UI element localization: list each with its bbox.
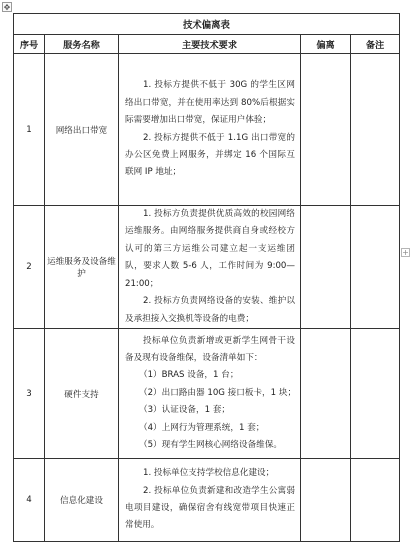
list-item: （1）BRAS 设备，1 台； (139, 370, 239, 381)
header-requirement: 主要技术要求 (119, 35, 301, 54)
add-column-handle-icon[interactable]: + (402, 248, 409, 257)
requirement-paragraph: 1. 投标方提供不低于 30G 的学生区网络出口带宽，并在使用率达到 80%后根据实际需要增加出口带宽，保证用户体验； (125, 80, 295, 126)
service-name: 硬件支持 (45, 329, 119, 459)
table-row (14, 329, 400, 459)
list-item: （3）认证设备，1 套； (139, 405, 231, 416)
list-item: （2）出口路由器 10G 接口板卡，1 块； (139, 387, 297, 398)
row-number: 4 (14, 459, 45, 542)
remark-cell[interactable] (351, 329, 400, 459)
deviation-cell[interactable] (301, 206, 351, 329)
row-number: 1 (14, 54, 45, 206)
deviation-cell[interactable] (301, 329, 351, 459)
table-row (14, 54, 400, 206)
deviation-cell[interactable] (301, 54, 351, 206)
requirement-paragraph: 投标单位负责新增或更新学生网骨干设备及现有设备维保，设备清单如下： (125, 335, 295, 363)
header-deviation: 偏离 (301, 35, 351, 54)
header-row (14, 35, 400, 54)
remark-cell[interactable] (351, 206, 400, 329)
table-title: 技术偏离表 (14, 14, 400, 35)
service-name: 运维服务及设备维护 (45, 206, 119, 329)
table-row (14, 459, 400, 542)
row-number: 3 (14, 329, 45, 459)
requirement-cell (119, 329, 301, 459)
service-name: 网络出口带宽 (45, 54, 119, 206)
table-move-handle-icon[interactable]: ✥ (3, 3, 11, 12)
requirement-cell (119, 206, 301, 329)
list-item: （4）上网行为管理系统，1 套； (139, 422, 265, 433)
requirement-cell (119, 54, 301, 206)
requirement-paragraph: 2. 投标方提供不低于 1.1G 出口带宽的办公区免费上网服务，并绑定 16 个国际互联网 IP 地址； (125, 132, 295, 178)
remark-cell[interactable] (351, 459, 400, 542)
header-remark: 备注 (351, 35, 400, 54)
remark-cell[interactable] (351, 54, 400, 206)
table-row (14, 206, 400, 329)
requirement-paragraph: 1. 投标方负责提供优质高效的校园网络运维服务。由网络服务提供商自身或经校方认可的第三方运维公司建立起一支运维团队，要求人数 5-6 人，工作时间为 9:00—21:00； (125, 209, 295, 289)
service-name: 信息化建设 (45, 459, 119, 542)
list-item: （5）现有学生网核心网络设备维保。 (139, 440, 282, 451)
requirement-paragraph: 2. 投标单位负责新建和改造学生公寓弱电项目建设，确保宿舍有线宽带项目快速正常使用。 (125, 485, 295, 531)
header-service: 服务名称 (45, 35, 119, 54)
requirement-cell (119, 459, 301, 542)
requirement-paragraph: 2. 投标方负责网络设备的安装、维护以及承担接入交换机等设备的电费； (125, 296, 295, 324)
header-no: 序号 (14, 35, 45, 54)
row-number: 2 (14, 206, 45, 329)
requirement-paragraph: 1. 投标单位支持学校信息化建设； (143, 468, 275, 479)
technical-deviation-table (13, 13, 400, 542)
deviation-cell[interactable] (301, 459, 351, 542)
